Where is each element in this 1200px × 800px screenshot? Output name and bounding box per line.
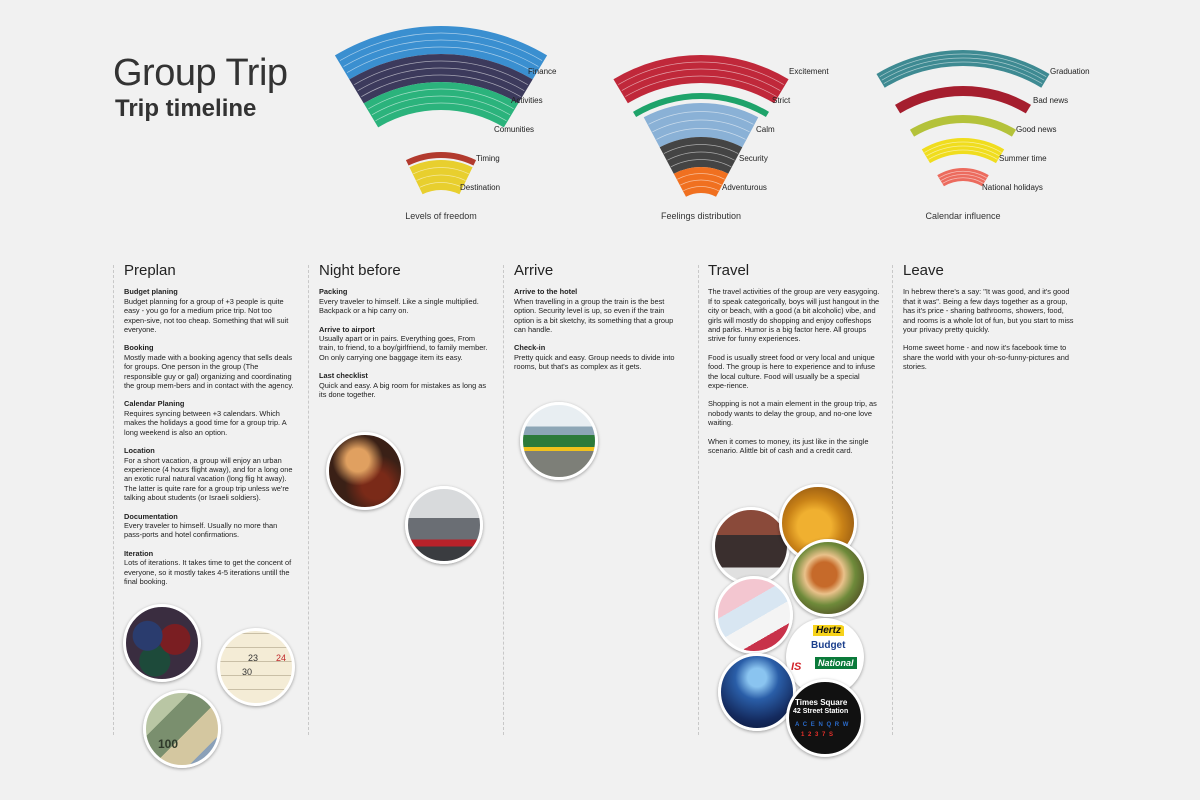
column-heading: Preplan [124,262,176,279]
packing-photo [326,432,404,510]
chart-calendar-influence [876,50,1089,221]
fan-label: Excitement [789,67,829,76]
concert-photo [718,653,796,731]
column-leave [903,262,1075,381]
column-section [708,287,880,343]
hertz-sign: Hertz [813,625,844,636]
column-arrive [514,262,686,381]
fan-label: Timing [476,154,500,163]
column-section [319,287,491,315]
section-title: Location [124,446,155,456]
section-body: Lots of iterations. It takes time to get the concent of everyone, so it mostly takes 4-5 iterations untill the final booking. [124,558,292,586]
column-section [124,512,296,540]
column-heading: Travel [708,262,750,279]
avis-sign: IS [791,661,802,673]
section-body: Requires syncing between +3 calendars. Which makes the holidays a good time for a group trip. A long weekend is also an option. [124,408,287,437]
fan-label: Activities [511,96,543,105]
fan-label: Strict [772,96,791,105]
column-divider [113,265,114,735]
column-section [708,437,880,456]
chart-caption: Feelings distribution [660,211,742,221]
section-body: Mostly made with a booking agency that sells deals for groups. One person in the group (The responsible guy or gal) organizing and coordinating the group mem-bers and in contact with the agency. [124,352,294,391]
fan-band [876,50,1049,88]
section-title: Check-in [514,343,546,353]
section-title: Last checklist [319,371,368,381]
section-body: Budget planning for a group of +3 people is quite easy - you go for a medium price trip. Not too expen-sive, not too cheap. Something that will suit everyone. [124,296,289,335]
column-heading: Arrive [514,262,554,279]
calendar-number: 24 [276,653,287,663]
column-heading: Leave [903,262,944,279]
section-body: Usually apart or in pairs. Everything goes, From train, to friend, to a boy/girlfriend, to family member. On only carrying one baggage item its easy. [319,334,488,362]
section-title: Documentation [124,511,178,521]
column-section [514,343,686,371]
column-section [514,287,686,334]
column-section [903,287,1075,334]
train-photo [520,402,598,480]
column-divider [892,265,893,735]
column-travel [708,262,880,465]
column-section [124,287,296,334]
chart-levels-of-freedom [335,26,557,221]
column-section [319,371,491,399]
column-section [319,325,491,363]
section-body: Shopping is not a main element in the group trip, as nobody wants to delay the group, and no-one love waiting. [708,399,877,428]
subway-station-line2: 42 Street Station [793,708,849,715]
chart-caption: Calendar influence [925,211,1001,221]
section-title: Booking [124,343,154,353]
section-title: Arrive to airport [319,324,375,334]
column-section [124,446,296,502]
subway-lines-2: 1 2 3 7 S [801,732,835,738]
section-title: Budget planing [124,287,178,297]
column-divider [308,265,309,735]
subway-lines-1: A C E N Q R W [795,722,850,728]
column-section [903,343,1075,371]
section-body: When it comes to money, its just like in the single scenario. Alittle bit of cash and a credit card. [708,436,869,456]
section-title: Calendar Planing [124,399,185,409]
section-body: Quick and easy. A big room for mistakes as long as its done together. [319,380,487,400]
fan-band [910,115,1016,137]
fan-label: Graduation [1050,67,1090,76]
budget-sign: Budget [811,640,846,651]
fan-charts [0,0,1200,240]
fan-label: National holidays [982,183,1043,192]
fan-label: Comunities [494,125,535,134]
subway-station-line1: Times Square [795,698,848,707]
column-section [124,549,296,587]
column-night-before [319,262,491,408]
column-heading: Night before [319,262,401,279]
section-body: For a short vacation, a group will enjoy an urban experience (4 hours flight away), and for a long one an exotic rural natural vacation (long flig ht away). The latter is quite rare for a group trip unless we're talking about students (or Israeli soldiers). [124,455,293,503]
fan-label: Finance [528,67,557,76]
chart-caption: Levels of freedom [405,211,477,221]
column-section [124,399,296,437]
money-photo [143,690,221,768]
subway-sign-photo [786,679,864,757]
page-title: Group Trip [113,52,288,94]
fan-label: Calm [756,125,775,134]
calendar-number: 30 [242,667,253,677]
calendar-number: 23 [248,653,259,663]
airport-photo [405,486,483,564]
section-body: Pretty quick and easy. Group needs to divide into rooms, but that's as complex as it gets. [514,352,675,372]
section-title: Packing [319,287,348,297]
page-subtitle: Trip timeline [115,95,257,122]
column-preplan [124,262,296,595]
fan-band [895,86,1031,113]
column-section [708,353,880,391]
calendar-photo [217,628,295,706]
column-section [124,343,296,390]
column-divider [698,265,699,735]
section-title: Arrive to the hotel [514,287,578,297]
section-body: The travel activities of the group are very easygoing. If to speak categorically, boys will just hangout in the city or beach, with a good (a bit alcoholic) vibe, and girls will mostly do shopping and enjoy coffeshops and parks. Humor is a big factor here. All groups strive for funny experiences. [708,287,880,344]
fan-label: Bad news [1033,96,1069,105]
section-body: Home sweet home - and now it's facebook time to share the world with your oh-so-funny-pictures and stories. [903,343,1069,372]
fan-label: Good news [1016,125,1057,134]
chart-feelings-distribution [613,55,829,221]
fan-label: Summer time [999,154,1047,163]
fan-label: Adventurous [722,183,767,192]
banknote-value: 100 [158,737,179,751]
shopping-photo [715,576,793,654]
food-photo [789,539,867,617]
passports-photo [123,604,201,682]
fan-label: Security [739,154,768,163]
national-sign: National [815,657,857,669]
section-title: Iteration [124,548,154,558]
column-divider [503,265,504,735]
section-body: Every traveler to himself. Usually no more than pass-ports and hotel confirmations. [124,520,278,540]
fan-band [674,167,728,197]
column-section [708,399,880,427]
section-body: Food is usually street food or very local and unique food. The group is here to experience and to infuse the local culture. Food will usually be a special expe-rience. [708,352,876,391]
fan-label: Destination [460,183,501,192]
section-body: In hebrew there's a say: "It was good, and it's good that it was". Being a few days together as a group, has it's price - sharing bathrooms, showers, food, and rooms is a whole lot of fun, but you start to miss your privacy pretty quickly. [903,287,1074,335]
section-body: When travelling in a group the train is the best option. Security level is up, so even if the train option is a bit sketchy, its something that a group can handle. [514,296,674,335]
section-body: Every traveler to himself. Like a single multiplied. Backpack or a hip carry on. [319,296,479,316]
